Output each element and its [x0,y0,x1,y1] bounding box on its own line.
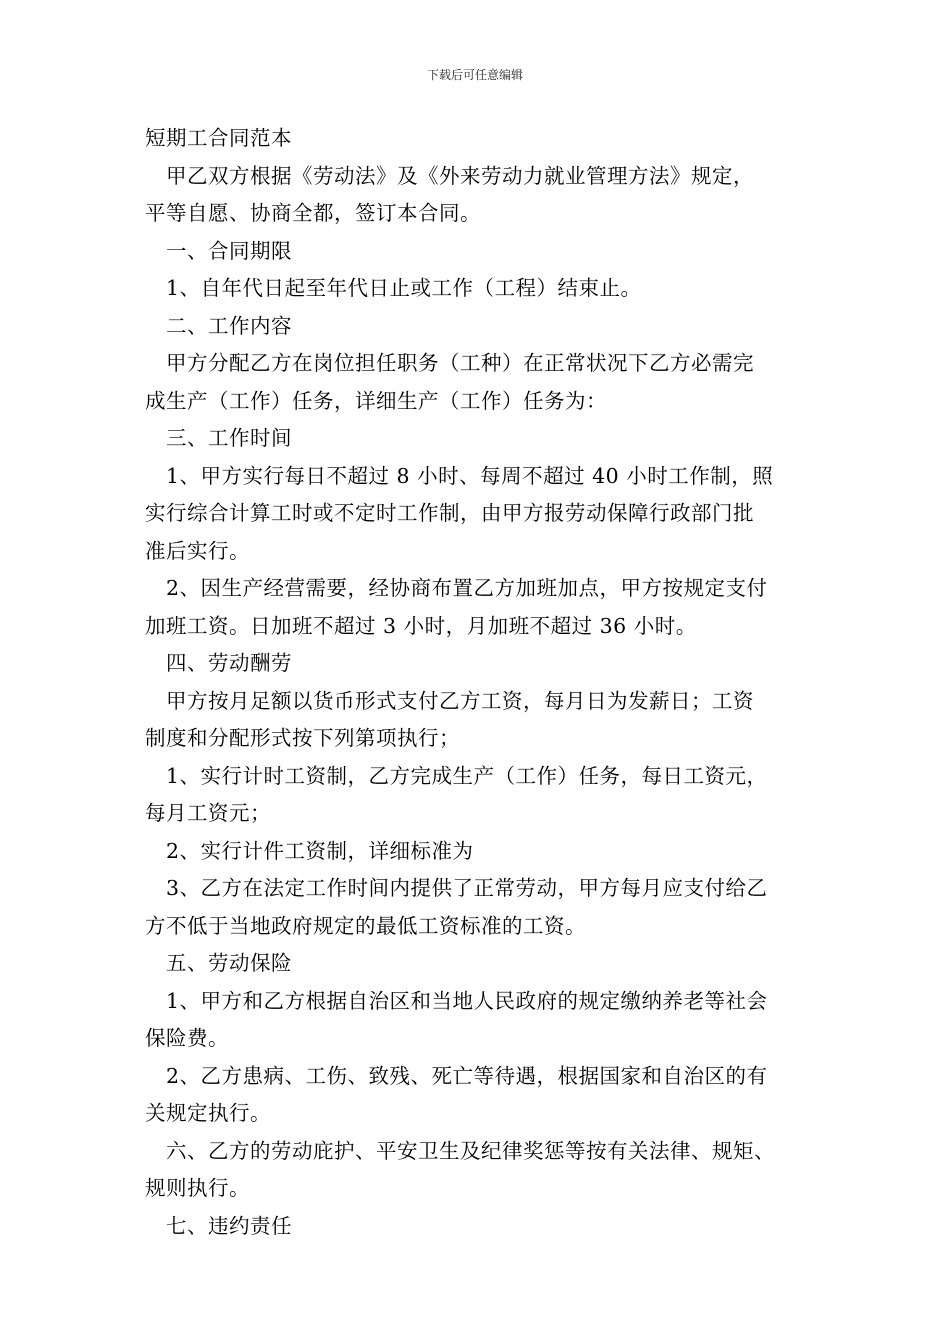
paragraph-line: 关规定执行。 [145,1101,271,1125]
paragraph-line: 1、甲方实行每日不超过 8 小时、每周不超过 40 小时工作制，照 [145,463,774,488]
paragraph-line: 保险费。 [145,1026,229,1050]
section-heading: 三、工作时间 [145,426,292,450]
paragraph-line: 平等自愿、协商全都，签订本合同。 [145,201,481,225]
paragraph-line: 实行综合计算工时或不定时工作制，由甲方报劳动保障行政部门批 [145,501,754,525]
paragraph-line: 加班工资。日加班不超过 3 小时，月加班不超过 36 小时。 [145,613,697,638]
paragraph-line: 规则执行。 [145,1176,250,1200]
paragraph-line: 准后实行。 [145,538,250,563]
section-heading: 二、工作内容 [145,313,292,338]
paragraph-line: 2、因生产经营需要，经协商布置乙方加班加点，甲方按规定支付 [145,576,768,600]
paragraph-line: 甲方按月足额以货币形式支付乙方工资，每月日为发薪日；工资 [145,688,754,713]
paragraph-line: 方不低于当地政府规定的最低工资标准的工资。 [145,913,586,938]
section-heading: 七、违约责任 [145,1213,292,1238]
paragraph-line: 3、乙方在法定工作时间内提供了正常劳动，甲方每月应支付给乙 [145,876,768,900]
paragraph-line: 甲乙双方根据《劳动法》及《外来劳动力就业管理方法》规定， [145,163,754,188]
page-header: 下载后可任意编辑 [426,68,523,82]
paragraph-line: 1、实行计时工资制，乙方完成生产（工作）任务，每日工资元， [145,763,768,788]
paragraph-line: 甲方分配乙方在岗位担任职务（工种）在正常状况下乙方必需完 [145,351,754,375]
paragraph-line: 2、乙方患病、工伤、致残、死亡等待遇，根据国家和自治区的有 [145,1063,768,1088]
paragraph-line: 2、实行计件工资制，详细标准为 [145,838,474,863]
document-body [145,120,825,1245]
paragraph-line: 每月工资元； [145,801,271,825]
paragraph-line: 1、自年代日起至年代日止或工作（工程）结束止。 [145,276,642,300]
paragraph-line: 1、甲方和乙方根据自治区和当地人民政府的规定缴纳养老等社会 [145,988,768,1013]
section-heading: 四、劳动酬劳 [145,651,292,675]
section-heading: 五、劳动保险 [145,951,292,975]
paragraph-line: 六、乙方的劳动庇护、平安卫生及纪律奖惩等按有关法律、规矩、 [145,1138,775,1163]
paragraph-line: 制度和分配形式按下列第项执行； [145,726,460,750]
section-heading: 一、合同期限 [145,238,292,263]
document-title: 短期工合同范本 [145,126,292,150]
paragraph-line: 成生产（工作）任务，详细生产（工作）任务为： [145,388,607,413]
